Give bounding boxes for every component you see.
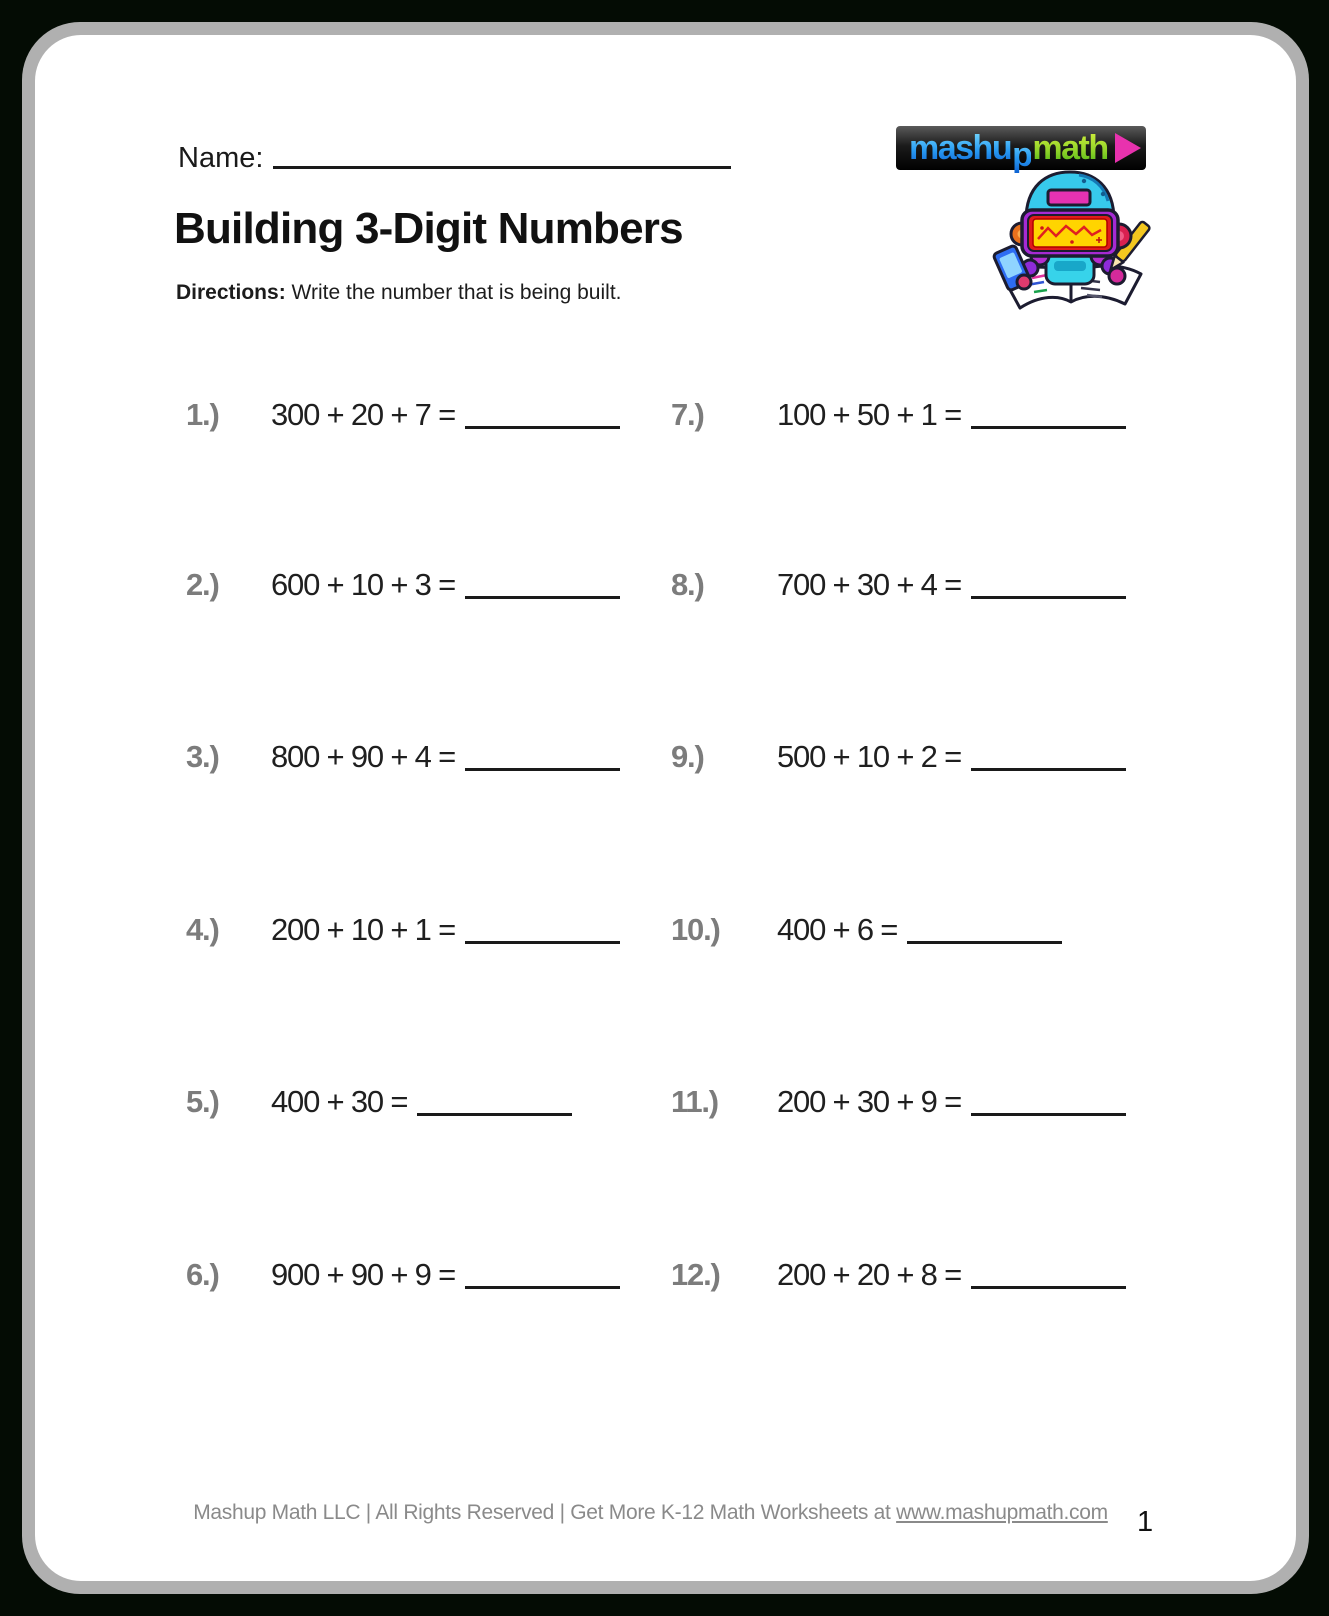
name-label: Name: (178, 142, 264, 174)
problem-expression: 700 + 30 + 4 = (777, 567, 962, 602)
footer-text: Mashup Math LLC | All Rights Reserved | Get More K-12 Math Worksheets at (193, 1501, 897, 1524)
problem-row-5 (186, 1084, 572, 1120)
answer-blank[interactable] (971, 1286, 1126, 1289)
answer-blank[interactable] (907, 941, 1062, 944)
logo-text-mashu: mashu (909, 129, 1012, 167)
problem-number: 4.) (186, 912, 219, 947)
problem-row-4 (186, 912, 620, 948)
logo-text-p: p (1012, 136, 1032, 174)
problem-row-8 (671, 567, 1126, 603)
problem-number: 5.) (186, 1084, 219, 1119)
problem-expression: 500 + 10 + 2 = (777, 739, 962, 774)
problem-row-3 (186, 739, 620, 775)
problem-number: 9.) (671, 739, 704, 774)
problem-row-12 (671, 1257, 1126, 1293)
problem-expression: 300 + 20 + 7 = (271, 397, 456, 432)
problem-number: 3.) (186, 739, 219, 774)
problem-expression: 600 + 10 + 3 = (271, 567, 456, 602)
problem-number: 10.) (671, 912, 720, 947)
directions-label: Directions: (176, 281, 286, 304)
problem-expression: 900 + 90 + 9 = (271, 1257, 456, 1292)
footer-credit (34, 1501, 1295, 1525)
directions-text: Write the number that is being built. (291, 281, 622, 304)
problem-expression: 200 + 30 + 9 = (777, 1084, 962, 1119)
play-icon (1115, 133, 1141, 163)
directions (176, 281, 621, 305)
worksheet-title: Building 3-Digit Numbers (174, 204, 683, 253)
footer-link[interactable]: www.mashupmath.com (896, 1501, 1108, 1524)
problem-number: 1.) (186, 397, 219, 432)
problem-row-7 (671, 397, 1126, 433)
problem-expression: 100 + 50 + 1 = (777, 397, 962, 432)
answer-blank[interactable] (971, 596, 1126, 599)
problem-expression: 400 + 6 = (777, 912, 898, 947)
answer-blank[interactable] (465, 941, 620, 944)
robot-mascot-illustration (982, 164, 1160, 316)
problem-row-10 (671, 912, 1062, 948)
logo-text-math: math (1032, 129, 1108, 167)
problem-expression: 800 + 90 + 4 = (271, 739, 456, 774)
problem-row-2 (186, 567, 620, 603)
problem-number: 6.) (186, 1257, 219, 1292)
page-number: 1 (1137, 1506, 1154, 1538)
problem-row-9 (671, 739, 1126, 775)
answer-blank[interactable] (465, 596, 620, 599)
answer-blank[interactable] (465, 1286, 620, 1289)
name-fill-line[interactable] (273, 166, 731, 169)
problem-row-1 (186, 397, 620, 433)
problem-row-11 (671, 1084, 1126, 1120)
problem-row-6 (186, 1257, 620, 1293)
problem-expression: 200 + 10 + 1 = (271, 912, 456, 947)
answer-blank[interactable] (465, 426, 620, 429)
answer-blank[interactable] (465, 768, 620, 771)
problem-expression: 400 + 30 = (271, 1084, 408, 1119)
name-row (178, 142, 731, 175)
problem-number: 12.) (671, 1257, 720, 1292)
answer-blank[interactable] (417, 1113, 572, 1116)
answer-blank[interactable] (971, 426, 1126, 429)
answer-blank[interactable] (971, 1113, 1126, 1116)
problem-number: 8.) (671, 567, 704, 602)
problem-number: 11.) (671, 1084, 718, 1119)
problem-number: 2.) (186, 567, 219, 602)
problem-expression: 200 + 20 + 8 = (777, 1257, 962, 1292)
logo-wordmark (909, 129, 1108, 174)
answer-blank[interactable] (971, 768, 1126, 771)
problem-number: 7.) (671, 397, 704, 432)
